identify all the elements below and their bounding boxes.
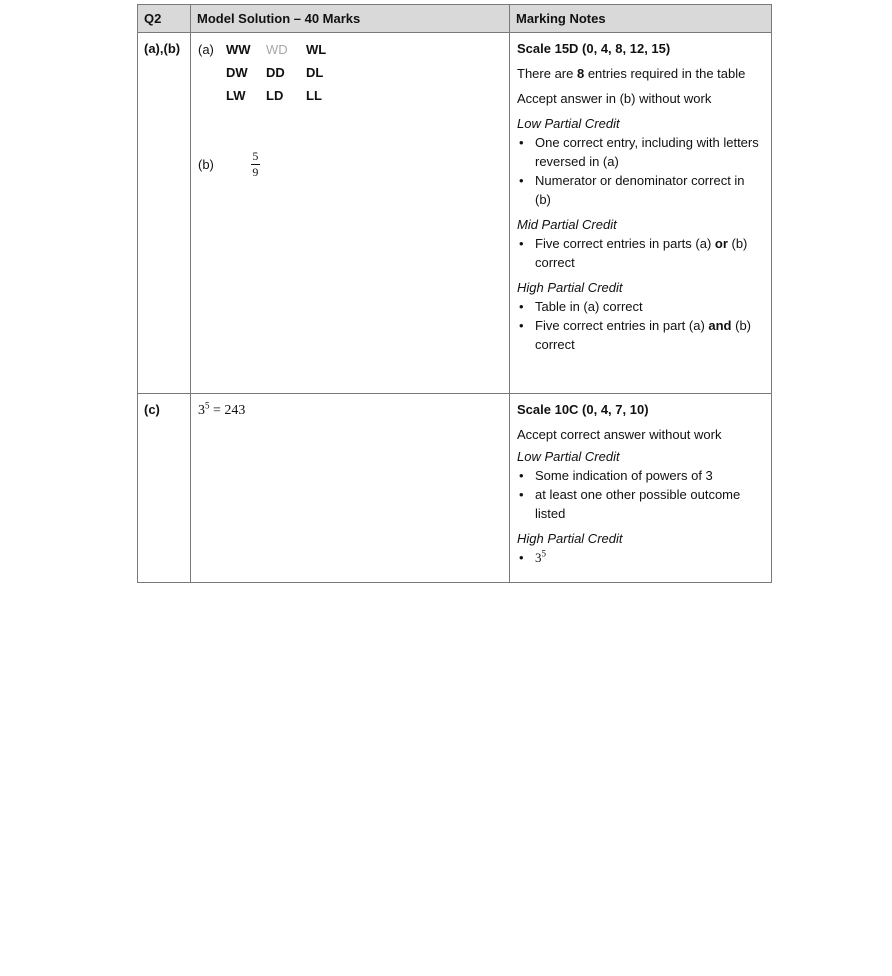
outcome-cell: DD	[266, 65, 285, 80]
part-b-answer	[198, 150, 260, 179]
high-partial-list	[517, 297, 764, 354]
high-partial-title: High Partial Credit	[517, 280, 623, 295]
list-item: • Some indication of powers of 3	[517, 466, 764, 485]
outcome-table	[198, 41, 502, 105]
entries-note: There are 8 entries required in the table	[517, 66, 746, 81]
outcome-cell: WW	[226, 42, 251, 57]
mid-partial-title: Mid Partial Credit	[517, 217, 617, 232]
header-row	[138, 5, 772, 33]
solution-c	[191, 394, 510, 583]
fraction	[251, 150, 260, 179]
header-marking-notes: Marking Notes	[510, 5, 772, 33]
outcome-cell: WD	[266, 42, 288, 57]
outcome-cell: DL	[306, 65, 324, 80]
marking-scheme	[137, 4, 771, 583]
header-model-solution: Model Solution – 40 Marks	[191, 5, 510, 33]
part-b-label: (b)	[198, 157, 214, 172]
outcome-cell: LD	[266, 88, 284, 103]
row-part-c	[138, 394, 772, 583]
solution-ab	[191, 33, 510, 394]
scale-line: Scale 10C (0, 4, 7, 10)	[517, 402, 649, 417]
part-a-label: (a)	[198, 42, 214, 57]
question-label-c: (c)	[138, 394, 191, 583]
outcome-cell: DW	[226, 65, 248, 80]
accept-note: Accept correct answer without work	[517, 427, 722, 442]
list-item: • One correct entry, including with letters reversed in (a)	[517, 133, 764, 171]
list-item: • Five correct entries in part (a) and (b) correct	[517, 316, 764, 354]
high-partial-list	[517, 548, 764, 567]
accept-note: Accept answer in (b) without work	[517, 91, 712, 106]
list-item: • Numerator or denominator correct in (b)	[517, 171, 764, 209]
list-item: • $3^5$	[517, 548, 764, 567]
row-part-ab	[138, 33, 772, 394]
outcome-cell: LW	[226, 88, 246, 103]
low-partial-list	[517, 466, 764, 523]
list-item: • Table in (a) correct	[517, 297, 764, 316]
low-partial-list	[517, 133, 764, 209]
scale-line: Scale 15D (0, 4, 8, 12, 15)	[517, 41, 671, 56]
fraction-numerator: 5	[252, 149, 259, 163]
low-partial-title: Low Partial Credit	[517, 449, 620, 464]
entries-count: 8	[576, 66, 585, 81]
high-partial-title: High Partial Credit	[517, 531, 623, 546]
power-answer: $3^5 = 243$	[198, 400, 246, 418]
list-item: • Five correct entries in parts (a) or (b) correct	[517, 234, 764, 272]
marking-scheme-table	[137, 4, 772, 583]
question-label-ab: (a),(b)	[138, 33, 191, 394]
outcome-cell: LL	[306, 88, 322, 103]
low-partial-title: Low Partial Credit	[517, 116, 620, 131]
mid-partial-list	[517, 234, 764, 272]
notes-c	[510, 394, 772, 583]
outcome-cell: WL	[306, 42, 327, 57]
fraction-denominator: 9	[252, 165, 259, 179]
list-item: • at least one other possible outcome listed	[517, 485, 764, 523]
header-question: Q2	[138, 5, 191, 33]
notes-ab	[510, 33, 772, 394]
